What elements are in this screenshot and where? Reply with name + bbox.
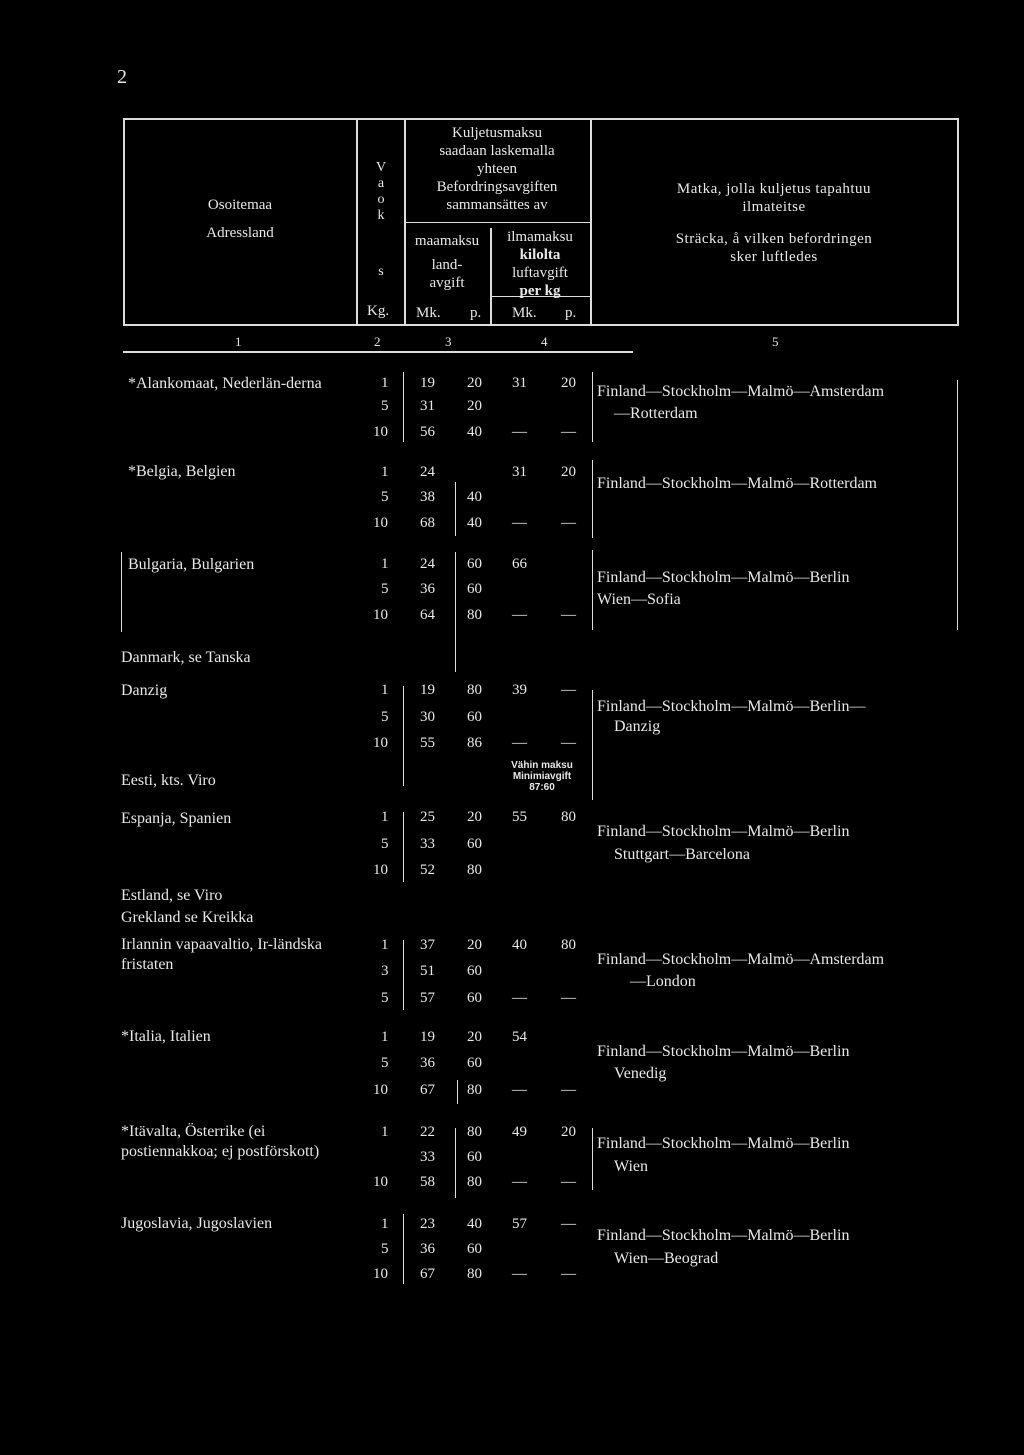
weight-kg: 10 [373, 1266, 388, 1282]
weight-kg: 1 [381, 464, 389, 480]
weight-kg: 10 [373, 862, 388, 878]
land-mk: 25 [420, 809, 435, 825]
currency-mk-air: Mk. [512, 305, 537, 321]
air-p: — [561, 424, 576, 440]
weight-kg: 1 [381, 682, 389, 698]
land-mk: 33 [420, 1149, 435, 1165]
body-divider-p [455, 1128, 456, 1198]
weight-kg: 5 [381, 836, 389, 852]
column-number: 5 [772, 334, 779, 349]
weight-kg: 5 [381, 489, 389, 505]
minimum-fee-line: 87:60 [529, 782, 555, 793]
air-mk: 49 [512, 1124, 527, 1140]
freight-title-line: Befordringsavgiften [436, 179, 558, 195]
column-number: 1 [235, 334, 242, 349]
country-name: *Italia, Italien [121, 1028, 211, 1045]
land-mk: 51 [420, 963, 435, 979]
land-p: 80 [467, 607, 482, 623]
land-fee-line: land- [431, 257, 463, 273]
land-mk: 24 [420, 556, 435, 572]
land-mk: 30 [420, 709, 435, 725]
route-line: Venedig [614, 1065, 667, 1082]
recipient-country-header [160, 196, 320, 242]
country-name: Danzig [121, 682, 168, 699]
country-name: Estland, se Viro [121, 887, 223, 904]
country-name: Danmark, se Tanska [121, 649, 251, 666]
air-mk: — [512, 1082, 527, 1098]
weight-letter: V [375, 160, 387, 175]
land-p: 40 [467, 1216, 482, 1232]
land-mk: 38 [420, 489, 435, 505]
body-divider-weight [403, 940, 404, 1010]
air-p: — [561, 515, 576, 531]
country-name: Espanja, Spanien [121, 810, 232, 827]
air-mk: 66 [512, 556, 527, 572]
land-mk: 58 [420, 1174, 435, 1190]
land-mk: 31 [420, 398, 435, 414]
route-line: Finland—Stockholm—Malmö—Berlin [597, 823, 850, 840]
air-mk: 40 [512, 937, 527, 953]
air-p: 80 [561, 809, 576, 825]
air-mk: — [512, 735, 527, 751]
air-mk: — [512, 990, 527, 1006]
body-divider-route [592, 690, 593, 800]
air-p: — [561, 682, 576, 698]
air-p: — [561, 735, 576, 751]
weight-kg: 1 [381, 1124, 389, 1140]
weight-kg: 5 [381, 1055, 389, 1071]
land-fee-line: avgift [429, 275, 465, 291]
weight-kg: 5 [381, 709, 389, 725]
weight-header [368, 160, 394, 280]
land-mk: 36 [420, 1241, 435, 1257]
air-mk: 31 [512, 464, 527, 480]
route-title-line: ilmateitse [742, 199, 806, 215]
land-p: 40 [467, 489, 482, 505]
currency-p-land: p. [470, 305, 482, 321]
land-p: 80 [467, 1174, 482, 1190]
land-mk: 67 [420, 1082, 435, 1098]
land-p: 60 [467, 709, 482, 725]
weight-kg: 1 [381, 809, 389, 825]
route-line: Stuttgart—Barcelona [614, 846, 750, 863]
land-mk: 23 [420, 1216, 435, 1232]
country-name: Eesti, kts. Viro [121, 772, 216, 789]
body-divider-p [455, 552, 456, 672]
body-divider-weight [403, 686, 404, 786]
land-p: 40 [467, 515, 482, 531]
currency-p-air: p. [565, 305, 577, 321]
land-p: 80 [467, 1124, 482, 1140]
route-line: Danzig [614, 718, 661, 735]
air-fee-line: per kg [519, 283, 561, 299]
air-p: 20 [561, 1124, 576, 1140]
land-mk: 19 [420, 1029, 435, 1045]
header-right-border [957, 118, 959, 326]
land-p: 80 [467, 1266, 482, 1282]
air-p: 20 [561, 375, 576, 391]
land-mk: 57 [420, 990, 435, 1006]
land-p: 60 [467, 1149, 482, 1165]
weight-letter: o [377, 192, 385, 207]
body-divider-weight [403, 812, 404, 882]
land-p: 60 [467, 836, 482, 852]
route-header [596, 180, 952, 266]
weight-unit: Kg. [367, 303, 390, 319]
route-line: Wien—Beograd [614, 1250, 719, 1267]
body-divider-weight [403, 1214, 404, 1284]
currency-mk-land: Mk. [416, 305, 441, 321]
weight-kg: 1 [381, 1029, 389, 1045]
air-mk: 55 [512, 809, 527, 825]
land-mk: 55 [420, 735, 435, 751]
column-number: 3 [445, 334, 452, 349]
air-p: — [561, 607, 576, 623]
air-mk: — [512, 1174, 527, 1190]
land-mk: 37 [420, 937, 435, 953]
air-p: — [561, 1216, 576, 1232]
air-fee-line: ilmamaksu [507, 229, 573, 245]
minimum-fee-line: Vähin maksu [511, 760, 573, 771]
air-mk: — [512, 515, 527, 531]
column-number: 4 [541, 334, 548, 349]
route-line: Finland—Stockholm—Malmö—Berlin [597, 569, 850, 586]
land-mk: 33 [420, 836, 435, 852]
weight-letter: s [378, 264, 384, 279]
weight-kg: 10 [373, 515, 388, 531]
weight-kg: 10 [373, 607, 388, 623]
air-mk: 31 [512, 375, 527, 391]
air-p: 20 [561, 464, 576, 480]
header-left-border [123, 118, 125, 326]
minimum-fee-line: Minimiavgift [512, 771, 572, 782]
route-title-line: sker luftledes [730, 249, 818, 265]
land-mk: 68 [420, 515, 435, 531]
country-name: Bulgaria, Bulgarien [128, 556, 255, 573]
body-divider-weight [403, 372, 404, 442]
weight-kg: 5 [381, 581, 389, 597]
body-divider-route [592, 372, 593, 442]
route-line: Wien [614, 1158, 649, 1175]
land-fee-line: maamaksu [414, 233, 480, 249]
weight-kg: 1 [381, 937, 389, 953]
land-p: 60 [467, 1055, 482, 1071]
country-name: *Belgia, Belgien [128, 463, 236, 480]
land-mk: 56 [420, 424, 435, 440]
air-p: — [561, 1174, 576, 1190]
country-name: *Alankomaat, Nederlän-derna [128, 375, 322, 392]
route-title-line: Sträcka, å vilken befordringen [675, 231, 873, 247]
land-mk: 19 [420, 682, 435, 698]
freight-header [404, 124, 590, 214]
land-mk: 22 [420, 1124, 435, 1140]
minimum-fee-note [496, 760, 588, 793]
air-fee-header [490, 228, 590, 300]
land-mk: 67 [420, 1266, 435, 1282]
land-mk: 19 [420, 375, 435, 391]
weight-kg: 10 [373, 1174, 388, 1190]
land-p: 60 [467, 963, 482, 979]
land-mk: 52 [420, 862, 435, 878]
body-divider-route [592, 460, 593, 538]
air-p: — [561, 1266, 576, 1282]
freight-title-line: Kuljetusmaksu [452, 125, 542, 141]
air-p: 80 [561, 937, 576, 953]
body-divider-route [592, 1128, 593, 1190]
route-line: Wien—Sofia [597, 591, 681, 608]
land-mk: 64 [420, 607, 435, 623]
air-mk: — [512, 1266, 527, 1282]
page-number: 2 [117, 66, 127, 88]
route-line: Finland—Stockholm—Malmö—Rotterdam [597, 475, 877, 492]
weight-kg: 10 [373, 424, 388, 440]
land-fee-header [404, 232, 490, 292]
route-line: Finland—Stockholm—Malmö—Amsterdam [597, 383, 885, 400]
air-fee-line: kilolta [519, 247, 561, 263]
header-divider-weight [356, 118, 358, 326]
header-top-rule [123, 118, 959, 120]
country-name: Jugoslavia, Jugoslavien [121, 1215, 273, 1232]
weight-kg: 5 [381, 398, 389, 414]
body-right-border [957, 380, 958, 630]
route-line: Finland—Stockholm—Malmö—Berlin [597, 1135, 850, 1152]
land-mk: 24 [420, 464, 435, 480]
land-p: 40 [467, 424, 482, 440]
route-line: —Rotterdam [614, 405, 698, 422]
body-left-border [121, 552, 122, 632]
land-p: 80 [467, 1082, 482, 1098]
land-p: 20 [467, 375, 482, 391]
country-name: *Itävalta, Österrike (ei postiennakkoa; ej postförskott) [121, 1123, 320, 1160]
air-p: — [561, 990, 576, 1006]
land-p: 60 [467, 1241, 482, 1257]
body-divider-p [455, 482, 456, 536]
land-p: 20 [467, 809, 482, 825]
route-line: Finland—Stockholm—Malmö—Berlin [597, 1043, 850, 1060]
weight-kg: 1 [381, 556, 389, 572]
country-name: Irlannin vapaavaltio, Ir-ländska fristaten [121, 936, 322, 973]
air-mk: — [512, 607, 527, 623]
route-line: Finland—Stockholm—Malmö—Berlin [597, 1227, 850, 1244]
recipient-country-sv: Adressland [206, 225, 274, 241]
recipient-country-fi: Osoitemaa [207, 197, 273, 213]
weight-kg: 3 [381, 963, 389, 979]
column-number: 2 [374, 334, 381, 349]
header-bottom-rule [123, 324, 959, 326]
header-divider-route [590, 118, 592, 326]
route-line: Finland—Stockholm—Malmö—Berlin— [597, 698, 866, 715]
land-p: 60 [467, 556, 482, 572]
weight-letter: a [377, 176, 385, 191]
land-p: 86 [467, 735, 482, 751]
weight-kg: 1 [381, 375, 389, 391]
weight-kg: 10 [373, 735, 388, 751]
air-mk: 54 [512, 1029, 527, 1045]
country-name: Grekland se Kreikka [121, 909, 254, 926]
land-p: 60 [467, 581, 482, 597]
route-title-line: Matka, jolla kuljetus tapahtuu [676, 181, 872, 197]
route-line: Finland—Stockholm—Malmö—Amsterdam [597, 951, 885, 968]
land-p: 20 [467, 1029, 482, 1045]
freight-title-line: saadaan laskemalla [439, 143, 555, 159]
freight-title-line: sammansättes av [446, 197, 548, 213]
land-p: 20 [467, 937, 482, 953]
air-mk: 57 [512, 1216, 527, 1232]
air-mk: — [512, 424, 527, 440]
body-divider-p [457, 1080, 458, 1104]
body-divider-route [592, 550, 593, 630]
weight-kg: 1 [381, 1216, 389, 1232]
land-p: 80 [467, 862, 482, 878]
freight-title-line: yhteen [477, 161, 517, 177]
freight-subrule [404, 222, 590, 223]
weight-letter: k [377, 208, 385, 223]
column-number-rule [123, 351, 633, 353]
land-p: 20 [467, 398, 482, 414]
route-line: —London [630, 973, 696, 990]
weight-kg: 5 [381, 1241, 389, 1257]
air-fee-line: luftavgift [512, 265, 568, 281]
land-mk: 36 [420, 581, 435, 597]
land-p: 80 [467, 682, 482, 698]
land-p: 60 [467, 990, 482, 1006]
air-p: — [561, 1082, 576, 1098]
air-mk: 39 [512, 682, 527, 698]
land-mk: 36 [420, 1055, 435, 1071]
weight-kg: 5 [381, 990, 389, 1006]
weight-kg: 10 [373, 1082, 388, 1098]
